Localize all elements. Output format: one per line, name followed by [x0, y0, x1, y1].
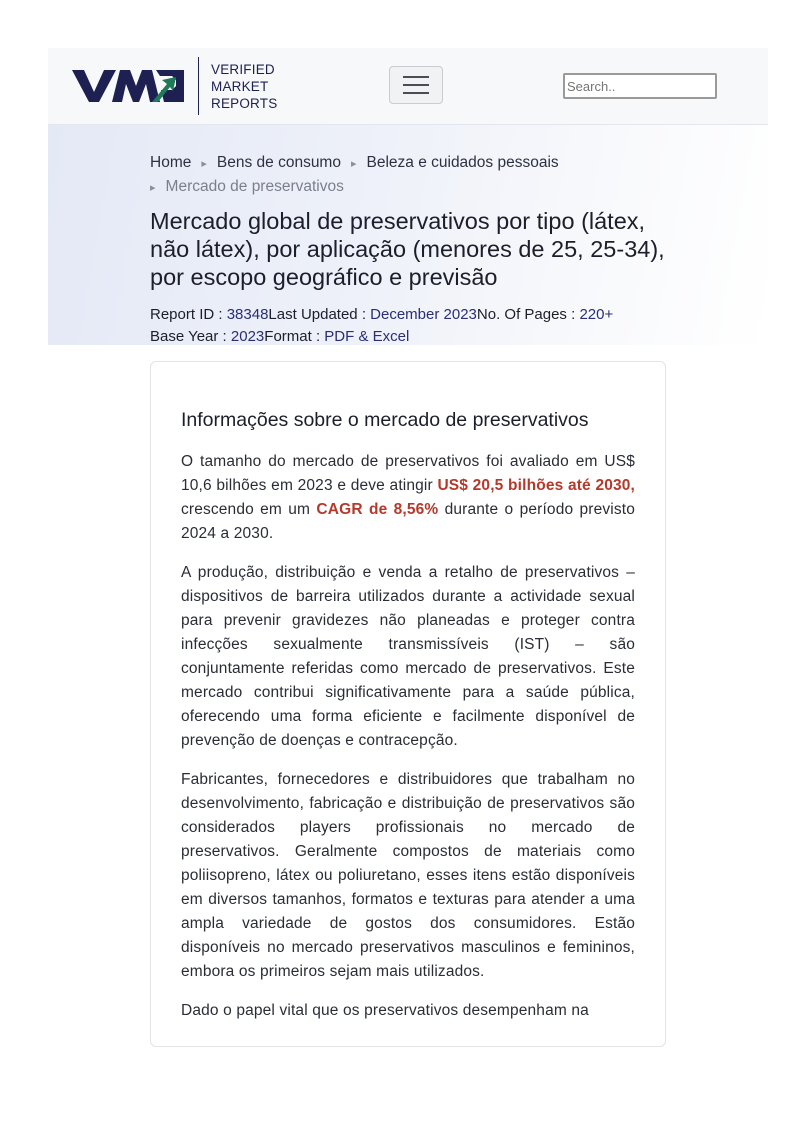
- vmr-logo-mark-icon: [72, 66, 184, 106]
- site-header: [48, 48, 768, 125]
- logo-text: [211, 61, 277, 112]
- chevron-right-icon: ▸: [201, 157, 207, 170]
- logo-divider: [198, 57, 199, 115]
- breadcrumb-item-home[interactable]: Home: [150, 154, 192, 171]
- chevron-right-icon: ▸: [350, 157, 357, 170]
- breadcrumb-item-consumer-goods[interactable]: Bens de consumo: [216, 154, 341, 171]
- hamburger-icon: [403, 84, 429, 86]
- format-label: Format :: [264, 328, 325, 345]
- menu-toggle-button[interactable]: [389, 66, 443, 104]
- market-info-card: [150, 361, 666, 1047]
- page-title: Mercado global de preservativos por tipo (látex, não látex), por aplicação (menores de 25, 25-34), por escopo geográfico e previsão: [150, 208, 665, 290]
- hamburger-icon: [403, 92, 429, 94]
- report-id-label: Report ID :: [150, 306, 227, 323]
- highlight-cagr: CAGR de 8,56%: [316, 501, 439, 518]
- base-year-label: Base Year :: [150, 328, 231, 345]
- logo-text-line: REPORTS: [211, 95, 278, 111]
- page: [48, 48, 768, 1019]
- paragraph-players: Fabricantes, fornecedores e distribuidores que trabalham no desenvolvimento, fabricação e distribuição de preservativos são considerados players profissionais no mercado de preservativos. Geralmente compostos de materiais como poliisopreno, látex ou poliuretano, esses itens estão disponíveis em diversos tamanhos, formatos e texturas para atender a uma ampla variedade de gostos dos consumidores. Estão disponíveis no mercado preservativos masculinos e femininos, embora os primeiros sejam mais utilizados.: [181, 771, 635, 980]
- last-updated-label: Last Updated :: [268, 306, 371, 323]
- breadcrumb-item-beauty[interactable]: Beleza e cuidados pessoais: [366, 154, 559, 171]
- text-segment: crescendo em um: [181, 501, 317, 518]
- last-updated-value: December 2023: [370, 306, 477, 323]
- hamburger-icon: [403, 76, 429, 78]
- report-meta: [150, 304, 690, 348]
- report-hero: [48, 125, 768, 345]
- section-heading: Informações sobre o mercado de preservativos: [181, 409, 589, 431]
- logo-text-line: MARKET: [211, 78, 269, 94]
- pages-label: No. Of Pages :: [476, 306, 580, 323]
- paragraph-role: Dado o papel vital que os preservativos desempenham na: [181, 1002, 589, 1019]
- breadcrumb: [150, 151, 670, 199]
- breadcrumb-current: Mercado de preservativos: [165, 178, 344, 195]
- pages-value: 220+: [579, 306, 614, 323]
- paragraph-market-size: [181, 450, 635, 546]
- report-id-value: 38348: [226, 306, 269, 323]
- format-value: PDF & Excel: [324, 328, 410, 345]
- search-input[interactable]: [563, 73, 717, 99]
- text-segment: durante o período previsto 2024 a 2030.: [181, 501, 635, 542]
- vmr-logo[interactable]: [72, 56, 277, 116]
- chevron-right-icon: ▸: [150, 181, 156, 194]
- highlight-forecast-value: US$ 20,5 bilhões até 2030,: [437, 477, 635, 494]
- logo-text-line: VERIFIED: [211, 61, 275, 77]
- base-year-value: 2023: [230, 328, 265, 345]
- text-segment: O tamanho do mercado de preservativos foi avaliado em US$ 10,6 bilhões em 2023 e deve atingir: [181, 453, 635, 494]
- paragraph-definition: A produção, distribuição e venda a retalho de preservativos – dispositivos de barreira utilizados durante a actividade sexual para prevenir gravidezes não planeadas e proteger contra infecções sexualmente transmissíveis (IST) – são conjuntamente referidas como mercado de preservativos. Este mercado contribui significativamente para a saúde pública, oferecendo uma forma eficiente e facilmente disponível de prevenção de doenças e contracepção.: [181, 564, 635, 749]
